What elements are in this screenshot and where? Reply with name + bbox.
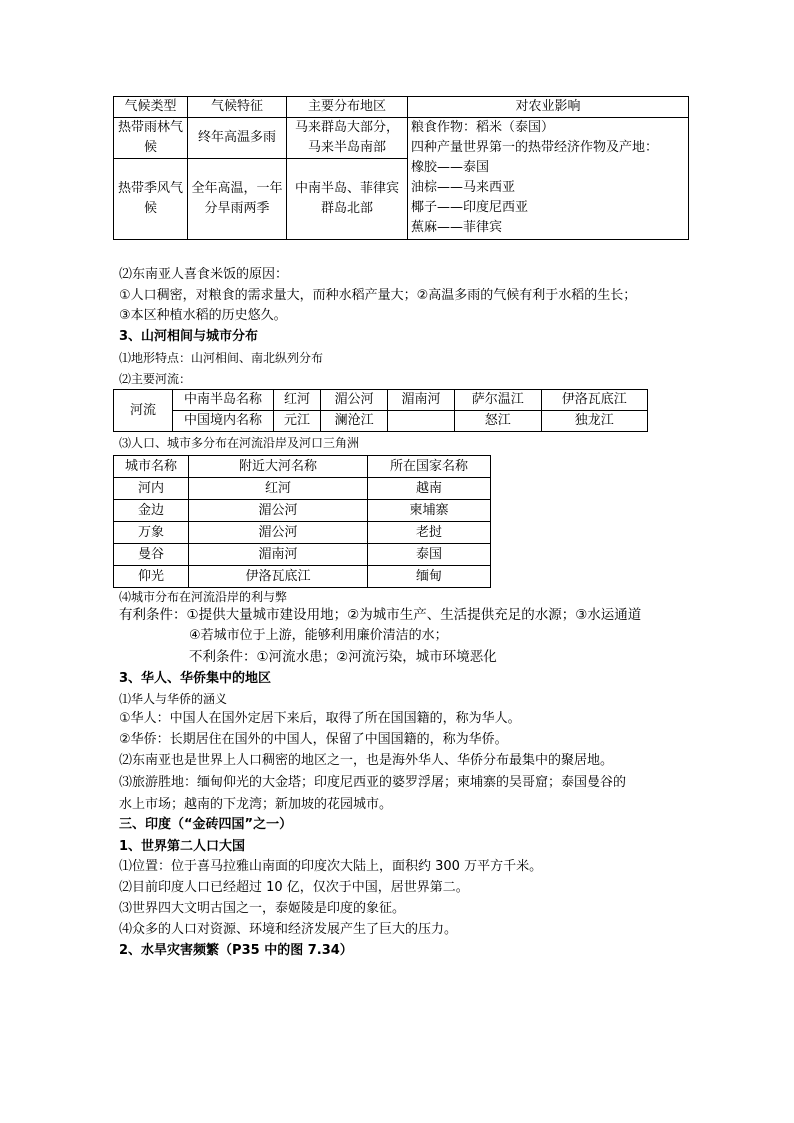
climate-region-cell: 马来群岛大部分，马来半岛南部	[287, 118, 408, 159]
agriculture-impact-cell	[408, 118, 689, 240]
table-row	[114, 544, 491, 566]
river-cell: 萨尔温江	[454, 390, 541, 411]
table-cell: 柬埔寨	[368, 500, 491, 522]
river-cell: 元江	[274, 411, 321, 432]
cities-label: ⑶人口、城市多分布在河流沿岸及河口三角洲	[119, 436, 360, 450]
river-table	[113, 389, 648, 432]
body-text: ⑶旅游胜地：缅甸仰光的大金塔；印度尼西亚的婆罗浮屠；柬埔寨的吴哥窟；泰国曼谷的	[119, 775, 627, 790]
table-row	[114, 118, 689, 159]
section-title: 3、华人、华侨集中的地区	[119, 671, 272, 686]
body-text: ⑴位置：位于喜马拉雅山南面的印度次大陆上，面积约 300 万平方千米。	[119, 859, 543, 874]
table-cell: 泰国	[368, 544, 491, 566]
climate-type-cell: 热带季风气候	[114, 159, 188, 240]
table-cell: 红河	[189, 478, 368, 500]
table-header-row	[114, 456, 491, 478]
body-text: 水上市场；越南的下龙湾；新加坡的花园城市。	[119, 797, 393, 812]
climate-region-cell: 中南半岛、菲律宾群岛北部	[287, 159, 408, 240]
table-cell: 湄公河	[189, 500, 368, 522]
table-header-cell: 城市名称	[114, 456, 189, 478]
rice-reason-2: ③本区种植水稻的历史悠久。	[119, 308, 287, 323]
rice-heading: ⑵东南亚人喜食米饭的原因：	[119, 267, 289, 282]
terrain-text: ⑴地形特点：山河相间、南北纵列分布	[119, 351, 324, 365]
climate-feature-cell: 全年高温，一年分旱雨两季	[188, 159, 287, 240]
river-label-cell: 河流	[114, 390, 173, 432]
table-cell: 河内	[114, 478, 189, 500]
table-cell: 仰光	[114, 566, 189, 588]
river-cell: 伊洛瓦底江	[541, 390, 647, 411]
section-title: 3、山河相间与城市分布	[119, 329, 259, 344]
table-cell: 缅甸	[368, 566, 491, 588]
section-title: 三、印度（“金砖四国”之一）	[119, 817, 293, 832]
river-cell: 湄南河	[388, 390, 455, 411]
impact-line: 油棕——马来西亚	[411, 180, 516, 195]
table-cell: 金边	[114, 500, 189, 522]
rice-reason-1: ①人口稠密，对粮食的需求量大，而种水稻产量大；②高温多雨的气候有利于水稻的生长；	[119, 288, 637, 303]
table-row	[114, 500, 491, 522]
table-cell: 老挝	[368, 522, 491, 544]
pros-text-2: ④若城市位于上游，能够利用廉价清洁的水；	[189, 628, 448, 643]
body-text: ⑵目前印度人口已经超过 10 亿，仅次于中国，居世界第二。	[119, 880, 469, 895]
pros-cons-label: ⑷城市分布在河流沿岸的利与弊	[119, 590, 288, 604]
table-cell: 伊洛瓦底江	[189, 566, 368, 588]
table-row	[114, 522, 491, 544]
climate-table	[113, 96, 689, 240]
table-row	[114, 478, 491, 500]
table-row	[114, 566, 491, 588]
climate-feature-cell: 终年高温多雨	[188, 118, 287, 159]
river-row-label: 中国境内名称	[173, 411, 274, 432]
body-text: ②华侨：长期居住在国外的中国人，保留了中国国籍的，称为华侨。	[119, 732, 508, 747]
table-cell: 湄公河	[189, 522, 368, 544]
table-header-cell: 对农业影响	[408, 97, 689, 118]
body-text: ⑷众多的人口对资源、环境和经济发展产生了巨大的压力。	[119, 922, 458, 937]
table-cell: 曼谷	[114, 544, 189, 566]
body-text: ①华人：中国人在国外定居下来后，取得了所在国国籍的，称为华人。	[119, 711, 521, 726]
body-text: ⑶世界四大文明古国之一，泰姬陵是印度的象征。	[119, 901, 406, 916]
subsection-title: 1、世界第二人口大国	[119, 839, 246, 854]
table-header-row	[114, 97, 689, 118]
river-cell	[388, 411, 455, 432]
impact-line: 四种产量世界第一的热带经济作物及产地：	[411, 140, 659, 155]
cons-text: 不利条件：①河流水患；②河流污染，城市环境恶化	[189, 649, 497, 665]
impact-line: 蕉麻——菲律宾	[411, 220, 503, 235]
impact-line: 粮食作物：稻米（泰国）	[411, 120, 555, 135]
table-header-cell: 所在国家名称	[368, 456, 491, 478]
city-table	[113, 455, 491, 588]
impact-line: 橡胶——泰国	[411, 160, 490, 175]
table-header-cell: 气候特征	[188, 97, 287, 118]
table-header-cell: 主要分布地区	[287, 97, 408, 118]
river-cell: 湄公河	[321, 390, 388, 411]
pros-text: 有利条件：①提供大量城市建设用地；②为城市生产、生活提供充足的水源；③水运通道	[119, 607, 642, 623]
table-row	[114, 390, 648, 411]
table-cell: 越南	[368, 478, 491, 500]
impact-line: 椰子——印度尼西亚	[411, 200, 529, 215]
river-cell: 红河	[274, 390, 321, 411]
table-header-cell: 附近大河名称	[189, 456, 368, 478]
rivers-label: ⑵主要河流：	[119, 372, 192, 386]
climate-type-cell: 热带雨林气候	[114, 118, 188, 159]
body-text: ⑴华人与华侨的涵义	[119, 692, 228, 706]
table-cell: 湄南河	[189, 544, 368, 566]
river-cell: 澜沧江	[321, 411, 388, 432]
table-header-cell: 气候类型	[114, 97, 188, 118]
table-cell: 万象	[114, 522, 189, 544]
subsection-title: 2、水旱灾害频繁（P35 中的图 7.34）	[119, 943, 353, 958]
river-row-label: 中南半岛名称	[173, 390, 274, 411]
river-cell: 怒江	[454, 411, 541, 432]
body-text: ⑵东南亚也是世界上人口稠密的地区之一，也是海外华人、华侨分布最集中的聚居地。	[119, 753, 614, 768]
table-row	[114, 411, 648, 432]
river-cell: 独龙江	[541, 411, 647, 432]
